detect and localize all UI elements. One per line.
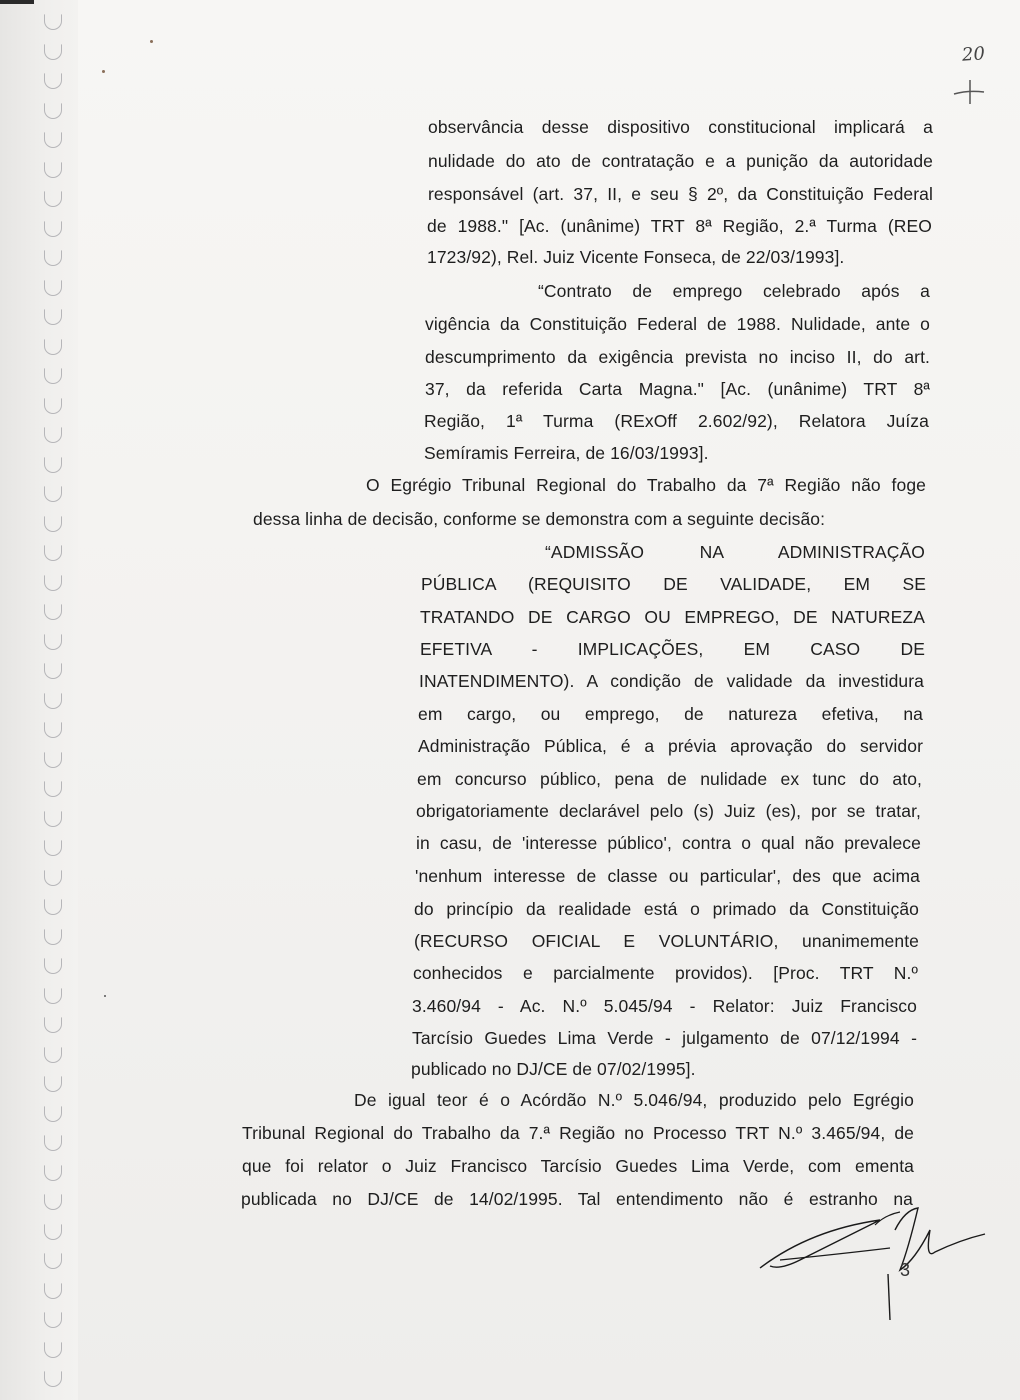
binding-hole: [44, 132, 62, 148]
scan-speck: [102, 70, 105, 73]
quote-line-11: 'nenhum interesse de classe ou particular', des que acima: [415, 866, 920, 886]
binding-hole: [44, 457, 62, 473]
binding-hole: [44, 14, 62, 30]
binding-hole: [44, 516, 62, 532]
binding-hole: [44, 1224, 62, 1240]
quote-line-10: in casu, de 'interesse público', contra o qual não prevalece: [416, 833, 921, 853]
binding-hole: [44, 1194, 62, 1210]
binding-hole: [44, 309, 62, 325]
binding-hole: [44, 1165, 62, 1181]
scan-speck: [104, 995, 106, 997]
binding-hole: [44, 280, 62, 296]
binding-hole: [44, 1017, 62, 1033]
binding-hole: [44, 1342, 62, 1358]
binding-hole: [44, 1106, 62, 1122]
quote-line-3: TRATANDO DE CARGO OU EMPREGO, DE NATUREZA: [420, 607, 925, 627]
binding-hole: [44, 1253, 62, 1269]
body-line-8: descumprimento da exigência prevista no inciso II, do art.: [425, 347, 930, 367]
quote-line-7: Administração Pública, é a prévia aprovação do servidor: [418, 736, 923, 756]
binding-hole: [44, 752, 62, 768]
binding-hole: [44, 250, 62, 266]
binding-hole: [44, 958, 62, 974]
body-line-7: vigência da Constituição Federal de 1988. Nulidade, ante o: [425, 314, 930, 334]
body-line-15: Tribunal Regional do Trabalho da 7.ª Região no Processo TRT N.º 3.465/94, de: [242, 1123, 914, 1143]
body-line-5: 1723/92), Rel. Juiz Vicente Fonseca, de 22/03/1993].: [427, 247, 845, 267]
quote-line-2: PÚBLICA (REQUISITO DE VALIDADE, EM SE: [421, 574, 926, 594]
binding-hole: [44, 811, 62, 827]
binding-hole: [44, 929, 62, 945]
binding-hole: [44, 545, 62, 561]
quote-line-9: obrigatoriamente declarável pelo (s) Juiz (es), por se tratar,: [416, 801, 921, 821]
quote-line-17: publicado no DJ/CE de 07/02/1995].: [411, 1059, 696, 1079]
handwritten-page-reference: 20: [961, 43, 986, 66]
quote-line-6: em cargo, ou emprego, de natureza efetiva, na: [418, 704, 923, 724]
quote-line-14: conhecidos e parcialmente providos). [Proc. TRT N.º: [413, 963, 918, 983]
binding-hole: [44, 722, 62, 738]
binding-hole: [44, 427, 62, 443]
scan-speck: [150, 40, 153, 43]
binding-hole: [44, 1135, 62, 1151]
binding-hole: [44, 486, 62, 502]
quote-line-15: 3.460/94 - Ac. N.º 5.045/94 - Relator: Juiz Francisco: [412, 996, 917, 1016]
binding-hole: [44, 221, 62, 237]
body-line-14: De igual teor é o Acórdão N.º 5.046/94, produzido pelo Egrégio: [354, 1090, 914, 1110]
body-line-11: Semíramis Ferreira, de 16/03/1993].: [424, 443, 709, 463]
handwritten-signature: [740, 1190, 1000, 1330]
binding-hole: [44, 44, 62, 60]
quote-line-16: Tarcísio Guedes Lima Verde - julgamento de 07/12/1994 -: [412, 1028, 917, 1048]
quote-line-5: INATENDIMENTO). A condição de validade da investidura: [419, 671, 924, 691]
binding-hole: [44, 162, 62, 178]
binding-hole: [44, 988, 62, 1004]
quote-line-8: em concurso público, pena de nulidade ex tunc do ato,: [417, 769, 922, 789]
binding-hole: [44, 575, 62, 591]
binding-hole: [44, 1312, 62, 1328]
binding-hole: [44, 663, 62, 679]
body-line-4: de 1988." [Ac. (unânime) TRT 8ª Região, 2.ª Turma (REO: [427, 216, 932, 236]
scan-corner-mark: [0, 0, 34, 4]
binding-hole: [44, 368, 62, 384]
body-line-1: observância desse dispositivo constitucional implicará a: [428, 117, 933, 137]
binding-hole: [44, 73, 62, 89]
body-line-17: publicada no DJ/CE de 14/02/1995. Tal entendimento não é estranho na: [241, 1189, 913, 1209]
body-line-16: que foi relator o Juiz Francisco Tarcísio Guedes Lima Verde, com ementa: [242, 1156, 914, 1176]
binding-hole: [44, 398, 62, 414]
binding-hole: [44, 1076, 62, 1092]
binding-hole: [44, 191, 62, 207]
binding-hole: [44, 1283, 62, 1299]
binding-hole: [44, 604, 62, 620]
quote-line-1: “ADMISSÃO NA ADMINISTRAÇÃO: [545, 542, 925, 562]
binding-hole: [44, 1047, 62, 1063]
binding-hole: [44, 693, 62, 709]
body-line-12: O Egrégio Tribunal Regional do Trabalho da 7ª Região não foge: [366, 475, 926, 495]
binding-hole: [44, 339, 62, 355]
quote-line-4: EFETIVA - IMPLICAÇÕES, EM CASO DE: [420, 639, 925, 659]
binding-holes-strip: [0, 0, 78, 1400]
handwritten-mark-icon: [950, 78, 990, 108]
page-number: 3: [900, 1260, 911, 1280]
binding-hole: [44, 899, 62, 915]
body-line-9: 37, da referida Carta Magna." [Ac. (unânime) TRT 8ª: [425, 379, 930, 399]
binding-hole: [44, 840, 62, 856]
binding-hole: [44, 781, 62, 797]
quote-line-12: do princípio da realidade está o primado da Constituição: [414, 899, 919, 919]
quote-line-13: (RECURSO OFICIAL E VOLUNTÁRIO, unanimemente: [414, 931, 919, 951]
binding-hole: [44, 1371, 62, 1387]
body-line-3: responsável (art. 37, II, e seu § 2º, da Constituição Federal: [428, 184, 933, 204]
binding-hole: [44, 103, 62, 119]
body-line-10: Região, 1ª Turma (RExOff 2.602/92), Relatora Juíza: [424, 411, 929, 431]
binding-hole: [44, 870, 62, 886]
body-line-13: dessa linha de decisão, conforme se demonstra com a seguinte decisão:: [253, 509, 826, 529]
body-line-6: “Contrato de emprego celebrado após a: [538, 281, 930, 301]
body-line-2: nulidade do ato de contratação e a punição da autoridade: [428, 151, 933, 171]
binding-hole: [44, 634, 62, 650]
